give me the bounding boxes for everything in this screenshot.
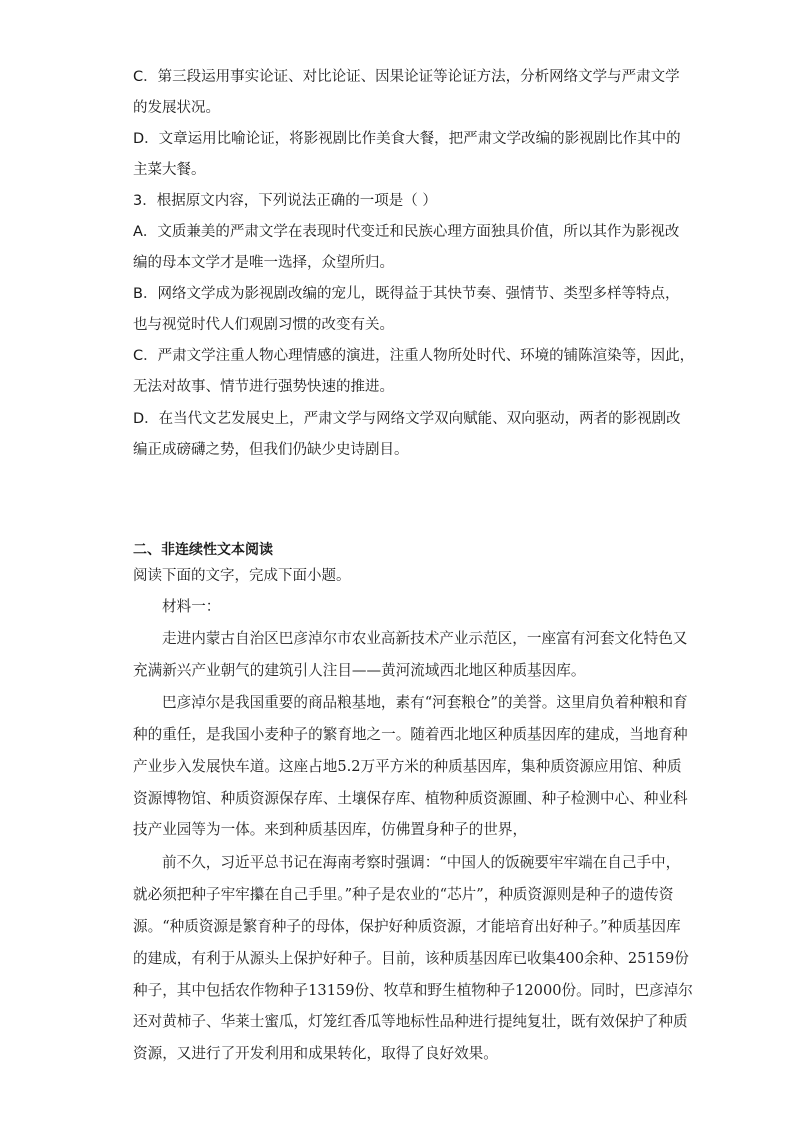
- material-p3-line4: 的建成，有利于从源头上保护好种子。目前，该种质基因库已收集400余种、25159份: [133, 950, 689, 967]
- q3-stem: 3．根据原文内容，下列说法正确的一项是（ ）: [133, 193, 437, 209]
- q3-option-a-line2: 编的母本文学才是唯一选择，众望所归。: [133, 255, 394, 271]
- q3-option-d-line1: D．在当代文艺发展史上，严肃文学与网络文学双向赋能、双向驱动，两者的影视剧改: [133, 411, 681, 427]
- material-p3-line6: 还对黄柿子、华莱士蜜瓜，灯笼红香瓜等地标性品种进行提纯复壮，既有效保护了种质: [133, 1013, 688, 1030]
- material-label: 材料一：: [162, 598, 221, 615]
- material-p2-line3: 产业步入发展快车道。这座占地5.2万平方米的种质基因库，集种质资源应用馆、种质: [133, 758, 682, 775]
- q3-option-c-line1: C．严肃文学注重人物心理情感的演进，注重人物所处时代、环境的铺陈渲染等，因此，: [133, 348, 695, 364]
- q2-option-d-line1: D．文章运用比喻论证，将影视剧比作美食大餐，把严肃文学改编的影视剧比作其中的: [133, 131, 681, 147]
- material-p2-line5: 技产业园等为一体。来到种质基因库，仿佛置身种子的世界，: [133, 821, 528, 838]
- material-p2-line2: 种的重任，是我国小麦种子的繁育地之一。随着西北地区种质基因库的建成，当地育种: [133, 726, 688, 743]
- q3-option-b-line2: 也与视觉时代人们观剧习惯的改变有关。: [133, 317, 394, 333]
- material-p3-line5: 种子，其中包括农作物种子13159份、牧草和野生植物种子12000份。同时，巴彦淖尔: [133, 982, 693, 999]
- q2-option-d-line2: 主菜大餐。: [133, 162, 206, 178]
- material-p3-line7: 资源，又进行了开发利用和成果转化，取得了良好效果。: [133, 1045, 498, 1062]
- q3-option-d-line2: 编正成磅礴之势，但我们仍缺少史诗剧目。: [133, 442, 409, 458]
- material-p2-line1: 巴彦淖尔是我国重要的商品粮基地，素有“河套粮仓”的美誉。这里肩负着种粮和育: [162, 694, 688, 711]
- q3-option-c-line2: 无法对故事、情节进行强势快速的推进。: [133, 379, 394, 395]
- section2-instruction: 阅读下面的文字，完成下面小题。: [133, 568, 351, 584]
- q3-option-a-line1: A．文质兼美的严肃文学在表现时代变迁和民族心理方面独具价值，所以其作为影视改: [133, 224, 680, 240]
- q3-option-b-line1: B．网络文学成为影视剧改编的宠儿，既得益于其快节奏、强情节、类型多样等特点，: [133, 286, 680, 302]
- material-p3-line3: 源。“种质资源是繁育种子的母体，保护好种质资源，才能培育出好种子。”种质基因库: [133, 918, 681, 935]
- section2-heading: 二、非连续性文本阅读: [133, 542, 273, 558]
- q2-option-c-line2: 的发展状况。: [133, 100, 220, 116]
- material-p3-line2: 就必须把种子牢牢攥在自己手里。”种子是农业的“芯片”，种质资源则是种子的遗传资: [133, 886, 674, 903]
- material-p1-line2: 充满新兴产业朝气的建筑引人注目——黄河流域西北地区种质基因库。: [133, 662, 586, 679]
- material-p2-line4: 资源博物馆、种质资源保存库、土壤保存库、植物种质资源圃、种子检测中心、种业科: [133, 790, 688, 807]
- q2-option-c-line1: C．第三段运用事实论证、对比论证、因果论证等论证方法，分析网络文学与严肃文学: [133, 69, 680, 85]
- material-p1-line1: 走进内蒙古自治区巴彦淖尔市农业高新技术产业示范区，一座富有河套文化特色又: [162, 630, 688, 647]
- material-p3-line1: 前不久，习近平总书记在海南考察时强调：“中国人的饭碗要牢牢端在自己手中，: [162, 854, 681, 871]
